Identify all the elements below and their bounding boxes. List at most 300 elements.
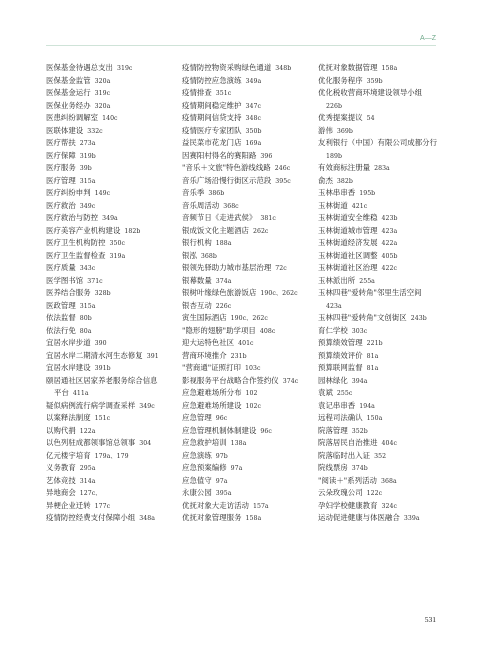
index-entry xyxy=(182,475,314,488)
index-page-ref: 352b xyxy=(351,427,368,435)
index-entry xyxy=(46,475,178,488)
index-entry xyxy=(182,512,314,525)
index-page-ref: 382b xyxy=(336,177,353,185)
index-term: 音频节日《走进武侯》 xyxy=(182,213,257,222)
index-page-ref: 421c xyxy=(351,202,368,210)
index-page-ref: 350c xyxy=(109,240,126,247)
index-page-ref: 231b xyxy=(230,352,247,360)
index-entry xyxy=(318,387,458,400)
index-page-ref: 349c xyxy=(79,202,96,210)
index-entry xyxy=(46,462,178,475)
index-entry xyxy=(318,250,458,263)
index-page-ref: 169a xyxy=(245,140,262,147)
index-page-ref: 319c xyxy=(116,65,133,72)
index-term: 医疗保障 xyxy=(46,150,76,160)
index-entry xyxy=(318,75,458,88)
index-term: 疫情医疗专家团队 xyxy=(182,125,242,135)
index-page-ref: 315a xyxy=(79,177,96,185)
index-term: 孕妇学校健康教育 xyxy=(318,500,378,510)
index-page-ref: 319a xyxy=(109,252,126,260)
index-entry xyxy=(46,200,178,213)
index-page-ref: 359b xyxy=(366,77,383,85)
index-page-ref: 97a xyxy=(215,477,228,485)
index-term: 应急预案编修 xyxy=(182,463,227,472)
index-page-ref: 351c xyxy=(215,90,232,97)
index-page-ref: 182b xyxy=(124,227,141,235)
index-entry xyxy=(318,62,458,75)
index-page-ref: 391 xyxy=(146,352,159,360)
index-entry xyxy=(318,275,458,288)
index-page-ref: 405b xyxy=(381,252,398,260)
index-page-ref: 315a xyxy=(79,302,96,310)
index-page-ref: 273a xyxy=(79,140,96,147)
index-page-ref: 348c xyxy=(245,115,262,122)
index-entry xyxy=(182,200,314,213)
index-term: 俞杰 xyxy=(318,175,333,185)
index-term: 医学图书馆 xyxy=(46,275,84,285)
index-page-ref: 80b xyxy=(79,315,92,322)
index-page-ref: 395c xyxy=(275,177,291,185)
index-page-ref: 150a xyxy=(366,415,383,422)
index-term: 疫情排查 xyxy=(182,88,212,97)
index-entry xyxy=(182,225,314,238)
index-term: 亿元楼宇培育 xyxy=(46,450,91,460)
index-page-ref: 423a xyxy=(326,302,342,310)
index-term: 以购代捐 xyxy=(46,425,76,435)
index-entry xyxy=(318,337,458,350)
index-term: 玉林串串香 xyxy=(318,188,356,197)
index-page-ref: 226c xyxy=(215,302,232,310)
index-page-ref: 72c xyxy=(275,265,287,272)
index-entry xyxy=(46,225,178,238)
index-entry xyxy=(182,125,314,138)
index-term: 银行机构 xyxy=(182,238,212,247)
index-entry xyxy=(318,162,458,175)
index-entry xyxy=(46,112,178,125)
index-entry xyxy=(182,62,314,75)
index-term: 疫情期间稳定维护 xyxy=(182,100,242,110)
index-page-ref: 332c xyxy=(87,127,103,135)
index-term: 医疗卫生机构防控 xyxy=(46,238,106,247)
index-term: 园林绿化 xyxy=(318,375,348,385)
index-term: 疫情防控物资采购绿色通道 xyxy=(182,63,272,72)
index-term: 疫情期间信贷支持 xyxy=(182,113,242,122)
index-term: 异梗企业迁转 xyxy=(46,500,91,510)
index-term: 医保基金监管 xyxy=(46,75,91,85)
index-entry xyxy=(182,212,314,225)
index-page-ref: 194a xyxy=(359,402,375,410)
index-page-ref: 319b xyxy=(79,152,96,160)
index-page-ref: 80a xyxy=(79,327,92,335)
index-entry xyxy=(182,362,314,375)
index-page-ref: 262c xyxy=(252,227,269,235)
index-page-ref: 348b xyxy=(275,65,292,72)
index-term: 玉林街道安全维稳 xyxy=(318,213,378,222)
index-entry xyxy=(318,512,458,525)
index-term: 寅生国际酒店 xyxy=(182,313,227,322)
index-term: 银幕数量 xyxy=(182,275,212,285)
index-page-ref: 149c xyxy=(94,190,111,197)
index-term: 预算联网监督 xyxy=(318,363,363,372)
index-page-ref: 349a xyxy=(245,77,262,85)
index-term: 以色列驻成都领事馆总领事 xyxy=(46,438,136,447)
index-page-ref: 140c xyxy=(102,115,118,122)
index-page-ref: 339a xyxy=(403,515,420,522)
index-entry xyxy=(318,137,458,150)
index-entry xyxy=(46,437,178,450)
index-term: 应急值守 xyxy=(182,475,212,485)
index-page-ref: 158a xyxy=(245,515,262,522)
index-entry xyxy=(182,237,314,250)
index-page-ref: 320a xyxy=(94,102,111,110)
index-entry xyxy=(46,150,178,163)
index-term: "阅读＋"系列活动 xyxy=(318,475,377,485)
index-entry xyxy=(46,487,178,500)
index-term: 影视服务平台战略合作签约仪 xyxy=(182,375,279,385)
index-term: 玉林街道城市管理 xyxy=(318,225,378,235)
index-entry xyxy=(182,175,314,188)
index-term: 宜居水岸二期清水河生态修复 xyxy=(46,350,143,360)
section-tag: A—Z xyxy=(420,35,436,42)
index-page-ref: 103c xyxy=(244,365,261,372)
index-page-ref: 138a xyxy=(230,440,247,447)
index-entry xyxy=(318,237,458,250)
index-term: 医疗救治 xyxy=(46,200,76,210)
index-entry xyxy=(318,187,458,200)
index-term: 友利银行（中国）有限公司成都分行 xyxy=(318,138,438,147)
index-page-ref: 347c xyxy=(245,102,262,110)
index-term: 迎大运特色社区 xyxy=(182,338,235,347)
index-term: 玉林街道社区调整 xyxy=(318,250,378,260)
index-page-ref: 157a xyxy=(252,502,269,510)
index-term: 永康公园 xyxy=(182,488,212,497)
index-entry xyxy=(318,100,458,113)
index-term: 有效商标注册量 xyxy=(318,163,371,172)
index-page-ref: 423b xyxy=(381,215,398,222)
index-entry xyxy=(46,162,178,175)
index-page-ref: 314a xyxy=(79,477,96,485)
index-term: 应急避难场所分布 xyxy=(182,388,242,397)
index-entry xyxy=(318,150,458,163)
index-entry xyxy=(46,187,178,200)
index-page-ref: 179a、179 xyxy=(94,452,129,460)
index-entry xyxy=(182,350,314,363)
index-term: "营商通"证照打印 xyxy=(182,363,241,372)
index-entry xyxy=(182,462,314,475)
index-entry xyxy=(318,462,458,475)
index-page-ref: 324c xyxy=(381,502,398,510)
index-entry xyxy=(46,375,178,388)
index-page-ref: 422c xyxy=(381,265,398,272)
index-term: 医疗美容产业机构建设 xyxy=(46,225,121,235)
index-term: 医保基金运行 xyxy=(46,88,91,97)
index-page-ref: 320a xyxy=(94,77,111,85)
index-term: 应急管理 xyxy=(182,413,212,422)
index-page-ref: 422a xyxy=(381,240,398,247)
index-entry xyxy=(318,350,458,363)
index-term: 玉林派出所 xyxy=(318,275,356,285)
index-entry xyxy=(182,400,314,413)
index-term: 颐居通社区居家养老服务综合信息 xyxy=(46,375,158,385)
index-page-ref: 343c xyxy=(79,265,96,272)
index-term: 运动促进健康与体医融合 xyxy=(318,513,400,522)
index-page-ref: 102c xyxy=(245,402,262,410)
index-term: 玉林街道经济发展 xyxy=(318,238,378,247)
index-entry xyxy=(182,387,314,400)
index-entry xyxy=(318,362,458,375)
index-term: 玉林四巷"爱转角"文创街区 xyxy=(318,313,407,322)
index-entry xyxy=(182,187,314,200)
index-page-ref: 374a xyxy=(215,277,232,285)
index-term: 袁斌 xyxy=(318,388,333,397)
index-term: 疫情防控经费支付保障小组 xyxy=(46,513,136,522)
index-entry xyxy=(318,412,458,425)
index-entry xyxy=(46,362,178,375)
index-page-ref: 190c、262c xyxy=(230,315,268,322)
index-page-ref: 394a xyxy=(351,377,368,385)
index-page-ref: 423a xyxy=(381,227,398,235)
index-entry xyxy=(46,125,178,138)
index-entry xyxy=(318,425,458,438)
index-term: "音乐＋文旅"特色游线线路 xyxy=(182,163,271,172)
index-page-ref: 408c xyxy=(259,327,276,335)
index-entry xyxy=(46,512,178,525)
index-term: 预算绩效管理 xyxy=(318,338,363,347)
index-page-ref: 390 xyxy=(94,340,107,347)
index-entry xyxy=(46,350,178,363)
index-entry xyxy=(318,400,458,413)
index-term: "隐形的翅膀"助学项目 xyxy=(182,325,256,335)
index-term: 医疗管理 xyxy=(46,175,76,185)
index-term: 异地商会 xyxy=(46,488,76,497)
index-term: 院落居民自治推进 xyxy=(318,438,378,447)
index-page-ref: 411a xyxy=(72,390,89,397)
index-term: 医疗帮扶 xyxy=(46,138,76,147)
index-term: 预算绩效评价 xyxy=(318,350,363,360)
index-term: 依法行免 xyxy=(46,325,76,335)
index-entry xyxy=(318,325,458,338)
index-term: 营商环境推介 xyxy=(182,350,227,360)
index-page-ref: 188a xyxy=(215,240,232,247)
index-entry xyxy=(182,425,314,438)
index-entry xyxy=(318,500,458,513)
index-entry xyxy=(318,475,458,488)
index-entry xyxy=(46,262,178,275)
index-page-ref: 386b xyxy=(208,190,225,197)
index-term: 银树叶缘绿色旅游饭店 xyxy=(182,288,257,297)
index-entry xyxy=(182,250,314,263)
index-entry xyxy=(318,212,458,225)
index-page-ref: 368a xyxy=(380,477,397,485)
index-entry xyxy=(182,500,314,513)
index-page-ref: 226b xyxy=(326,102,342,110)
index-term: 医疗纠纷申判 xyxy=(46,188,91,197)
index-entry xyxy=(46,275,178,288)
index-entry xyxy=(182,300,314,313)
index-entry xyxy=(318,175,458,188)
index-term: 益民菜市花龙门店 xyxy=(182,138,242,147)
index-term: 玉林街道 xyxy=(318,200,348,210)
index-entry xyxy=(46,325,178,338)
index-page-ref: 243b xyxy=(410,315,427,322)
index-entry xyxy=(182,312,314,325)
index-page-ref: 97a xyxy=(230,465,243,472)
index-entry xyxy=(182,87,314,100)
index-term: 因赛阳村得名的赛阳路 xyxy=(182,150,257,160)
index-term: 玉林四巷"爱转角"邻里生活空间 xyxy=(318,288,422,297)
index-entry xyxy=(182,162,314,175)
index-term: 医政管理 xyxy=(46,300,76,310)
index-page-ref: 81a xyxy=(366,352,379,360)
index-term: 银泓 xyxy=(182,250,197,260)
index-entry xyxy=(182,337,314,350)
index-page-ref: 221b xyxy=(366,340,383,347)
index-entry xyxy=(182,412,314,425)
index-page-ref: 190c、262c xyxy=(260,290,298,297)
index-term: 玉林街道社区治理 xyxy=(318,263,378,272)
index-term: 医养结合服务 xyxy=(46,288,91,297)
index-page-ref: 283a xyxy=(374,165,390,172)
index-entry xyxy=(182,275,314,288)
index-page-ref: 396 xyxy=(260,152,273,160)
index-page-ref: 349a xyxy=(102,215,118,222)
index-term: 医疗质量 xyxy=(46,263,76,272)
index-entry xyxy=(46,312,178,325)
index-page-ref: 401c xyxy=(238,340,254,347)
index-entry xyxy=(318,450,458,463)
index-page-ref: 195b xyxy=(359,190,376,197)
index-term: 银杏互动 xyxy=(182,300,212,310)
index-page-ref: 348a xyxy=(139,515,155,522)
index-entry xyxy=(182,375,314,388)
index-term: 平台 xyxy=(54,388,69,397)
index-page-ref: 350b xyxy=(245,127,262,135)
index-page-ref: 374b xyxy=(351,465,368,472)
index-entry xyxy=(318,125,458,138)
index-term: 优化服务程序 xyxy=(318,75,363,85)
index-term: 游伟 xyxy=(318,125,333,135)
index-entry xyxy=(318,87,458,100)
index-entry xyxy=(318,112,458,125)
index-term: 依法监督 xyxy=(46,313,76,322)
index-page-ref: 246c xyxy=(274,165,291,172)
index-page-ref: 374c xyxy=(282,377,299,385)
index-entry xyxy=(318,287,458,300)
index-page-ref: 122a xyxy=(79,427,96,435)
index-page-ref: 381c xyxy=(260,215,276,222)
index-term: 音乐周活动 xyxy=(182,200,220,210)
index-entry xyxy=(182,262,314,275)
index-page-ref: 81a xyxy=(366,365,379,372)
index-term: 医联体建设 xyxy=(46,125,84,135)
index-column-2 xyxy=(182,62,314,525)
index-column-3 xyxy=(318,62,458,525)
index-entry xyxy=(318,200,458,213)
index-term: 应急演练 xyxy=(182,450,212,460)
header-rule xyxy=(46,45,436,46)
index-term: 医患纠纷调解室 xyxy=(46,113,99,122)
index-page-ref: 255c xyxy=(336,390,353,397)
index-page-ref: 39b xyxy=(79,165,92,172)
index-entry xyxy=(182,450,314,463)
index-page-ref: 295a xyxy=(79,465,96,472)
index-entry xyxy=(318,262,458,275)
index-entry xyxy=(318,225,458,238)
index-page-ref: 352 xyxy=(374,452,387,460)
index-page-ref: 404c xyxy=(381,440,398,447)
index-term: 院线票房 xyxy=(318,463,348,472)
index-page-ref: 54 xyxy=(366,115,375,122)
index-entry xyxy=(46,500,178,513)
index-page-ref: 151c xyxy=(94,415,111,422)
index-page-ref: 96c xyxy=(260,427,272,435)
index-entry xyxy=(46,100,178,113)
index-page-ref: 303c xyxy=(351,327,368,335)
index-term: 疫情防控应急演练 xyxy=(182,75,242,85)
index-term: 优抚对象大走访活动 xyxy=(182,500,249,510)
index-term: 院落临时出入证 xyxy=(318,450,371,460)
index-entry xyxy=(46,300,178,313)
index-page-ref: 391b xyxy=(94,365,111,372)
index-page-ref: 122c xyxy=(366,490,383,497)
index-page-ref: 127c、 xyxy=(79,490,102,497)
index-entry xyxy=(318,487,458,500)
index-term: 义务教育 xyxy=(46,463,76,472)
index-entry xyxy=(182,325,314,338)
index-term: 袁记串串香 xyxy=(318,400,356,410)
index-entry xyxy=(46,287,178,300)
index-entry xyxy=(318,312,458,325)
index-entry xyxy=(182,437,314,450)
index-term: 院落管理 xyxy=(318,425,348,435)
index-entry xyxy=(46,87,178,100)
index-page-ref: 368b xyxy=(200,252,217,260)
index-term: 远程司法确认 xyxy=(318,413,363,422)
index-entry xyxy=(182,137,314,150)
index-entry xyxy=(46,425,178,438)
index-term: 应急避难场所建设 xyxy=(182,400,242,410)
index-term: 艺体竞技 xyxy=(46,475,76,485)
index-term: 育仁学校 xyxy=(318,325,348,335)
index-page-ref: 304 xyxy=(139,440,152,447)
index-entry xyxy=(46,387,178,400)
index-entry xyxy=(318,437,458,450)
index-page-ref: 368c xyxy=(223,202,239,210)
index-page-ref: 371c xyxy=(87,277,103,285)
index-entry xyxy=(182,75,314,88)
index-page-ref: 395a xyxy=(215,490,232,497)
index-page-ref: 319c xyxy=(94,90,111,97)
index-term: 医保业务经办 xyxy=(46,100,91,110)
index-term: 应急管理机制体制建设 xyxy=(182,425,257,435)
index-entry xyxy=(46,75,178,88)
index-entry xyxy=(46,412,178,425)
index-page-ref: 177c xyxy=(94,502,111,510)
index-term: 以案释法制度 xyxy=(46,413,91,422)
index-term: 银成饭文化主题酒店 xyxy=(182,225,249,235)
index-entry xyxy=(182,100,314,113)
index-term: 应急救护培训 xyxy=(182,438,227,447)
index-term: 音乐广场沿慢行街区示范段 xyxy=(182,175,272,185)
index-entry xyxy=(46,137,178,150)
index-entry xyxy=(46,450,178,463)
index-term: 医保基金待遇总支出 xyxy=(46,63,113,72)
index-page-ref: 96c xyxy=(215,415,228,422)
index-term: 优化税收营商环境建设领导小组 xyxy=(318,88,423,97)
index-term: 银领先驿助力城市基层治理 xyxy=(182,263,272,272)
index-page-ref: 158a xyxy=(381,65,398,72)
index-page-ref: 349c xyxy=(139,402,155,410)
